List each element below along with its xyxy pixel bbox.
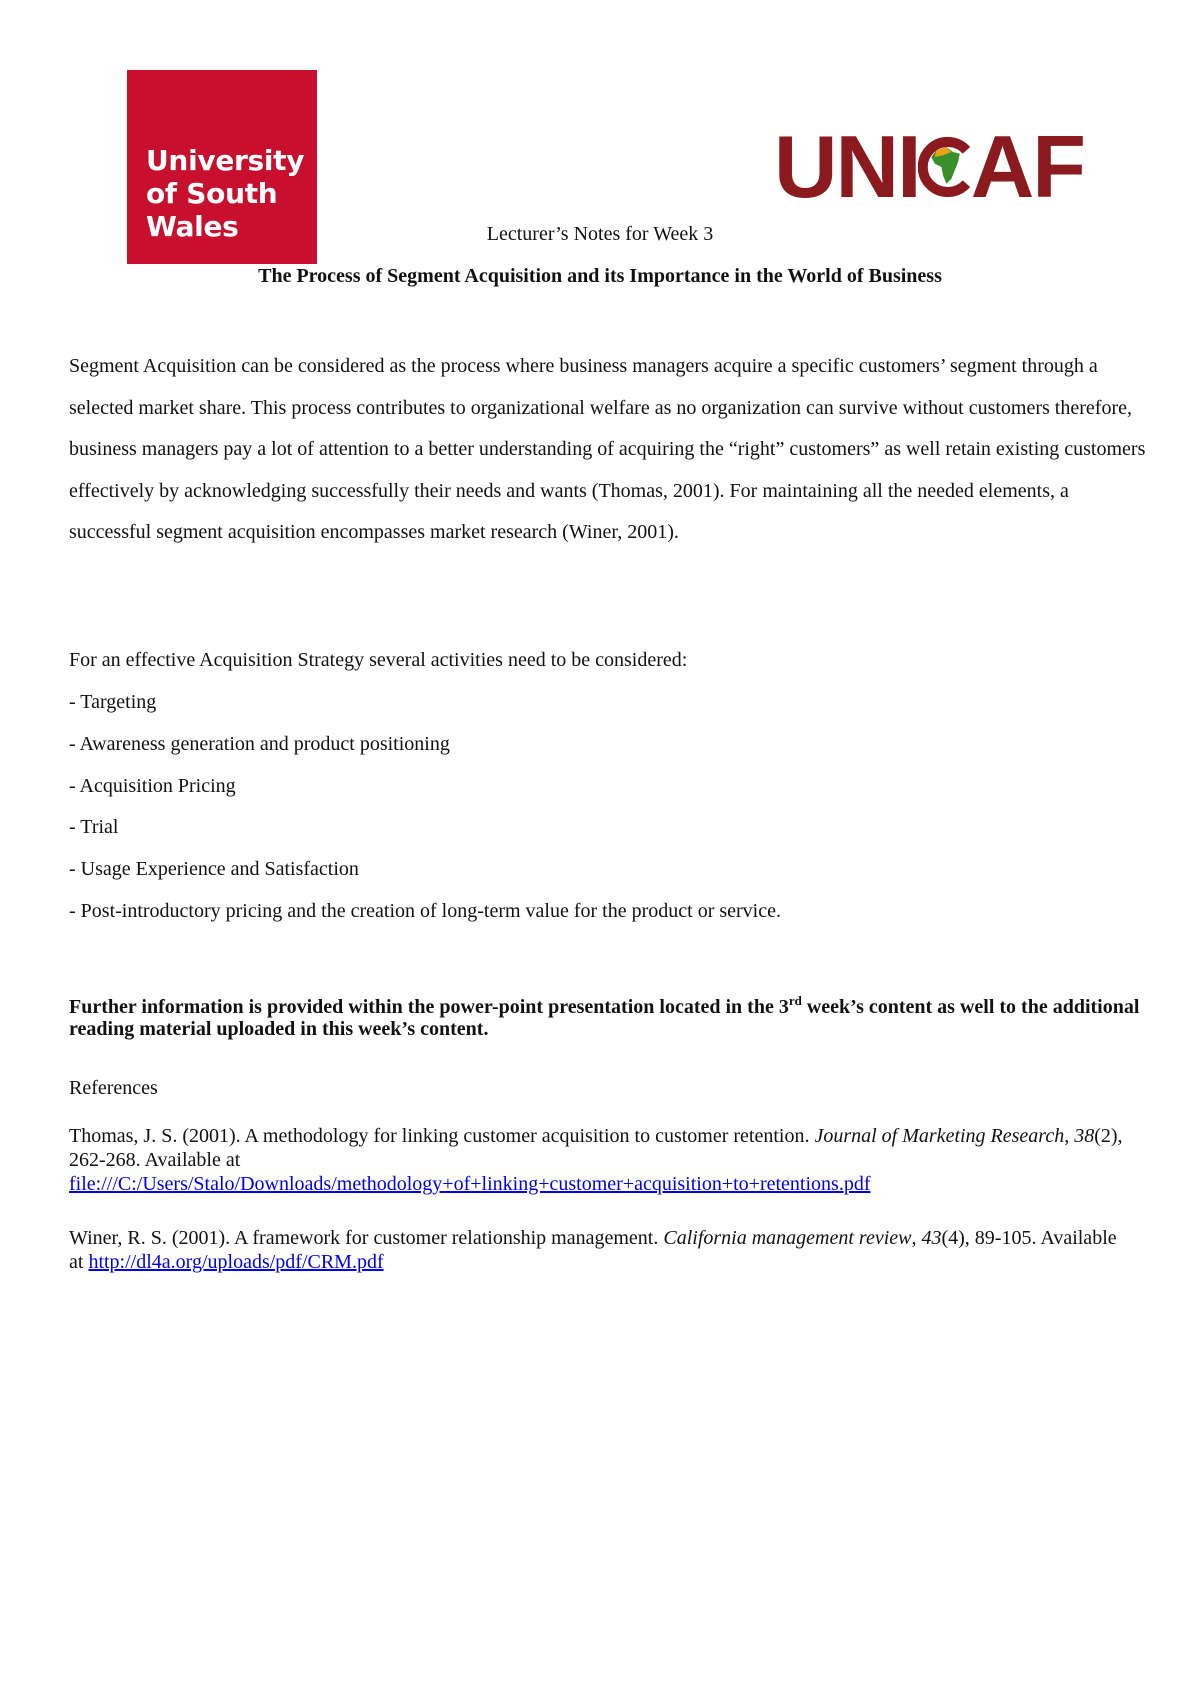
list-item: - Post-introductory pricing and the creation of long-term value for the product or service. [69,899,781,922]
reference-journal: Journal of Marketing Research [814,1125,1065,1147]
list-item: - Usage Experience and Satisfaction [69,858,359,881]
list-item: - Trial [69,816,119,839]
reference-volume: 38 [1074,1125,1095,1147]
reference-separator: , [911,1227,922,1249]
intro-paragraph: Segment Acquisition can be considered as the process where business managers acquire a specific customers’ segment through a selected market share. This process contributes to organizational welfare as no organization can survive without customers therefore, business managers pay a lot of attention to a better understanding of acquiring the “right” customers” as well retain existing customers effectively by acknowledging successfully their needs and wants (Thomas, 2001). For maintaining all the needed elements, a successful segment acquisition encompasses market research (Winer, 2001). [69,355,1146,543]
list-item: - Awareness generation and product positioning [69,732,450,755]
strategy-list [69,682,781,933]
list-item: - Targeting [69,691,157,713]
reference-text: Thomas, J. S. (2001). A methodology for linking customer acquisition to customer retention. [69,1125,815,1147]
logo-line: Wales [146,210,239,243]
reference-journal: California management review [663,1227,912,1249]
reference-volume: 43 [921,1227,942,1249]
logo-line: of South [146,177,278,210]
further-text: Further information is provided within the power-point presentation located in the 3 [69,996,789,1018]
reference-rest: (4), 89-105. Available at [69,1227,1117,1273]
page-subtitle: The Process of Segment Acquisition and its Importance in the World of Business [258,265,942,287]
reference-link[interactable]: file:///C:/Users/Stalo/Downloads/methodology+of+linking+customer+acquisition+to+retentions.pdf [69,1173,871,1195]
strategy-lead: For an effective Acquisition Strategy several activities need to be considered: [69,649,688,671]
africa-c-icon [918,129,973,205]
further-text: week’s content as well to the additional reading material uploaded in this week’s content. [69,996,1140,1040]
reference-text: Winer, R. S. (2001). A framework for customer relationship management. [69,1227,664,1249]
ordinal-suffix: rd [788,993,802,1008]
reference-link[interactable]: http://dl4a.org/uploads/pdf/CRM.pdf [88,1251,384,1273]
reference-item [69,1124,1129,1196]
page-title: Lecturer’s Notes for Week 3 [486,223,714,245]
references-heading: References [69,1077,158,1099]
list-item: - Acquisition Pricing [69,774,236,797]
further-information [69,993,1149,1040]
logo-line: University [146,144,305,177]
reference-item [69,1226,1129,1274]
unicaf-logo-text-left: UNI [774,117,920,216]
reference-rest: (2), 262-268. Available at [69,1125,1123,1171]
unicaf-logo [774,117,1084,216]
reference-separator: , [1064,1125,1075,1147]
unicaf-logo-text-right: AF [970,117,1084,216]
